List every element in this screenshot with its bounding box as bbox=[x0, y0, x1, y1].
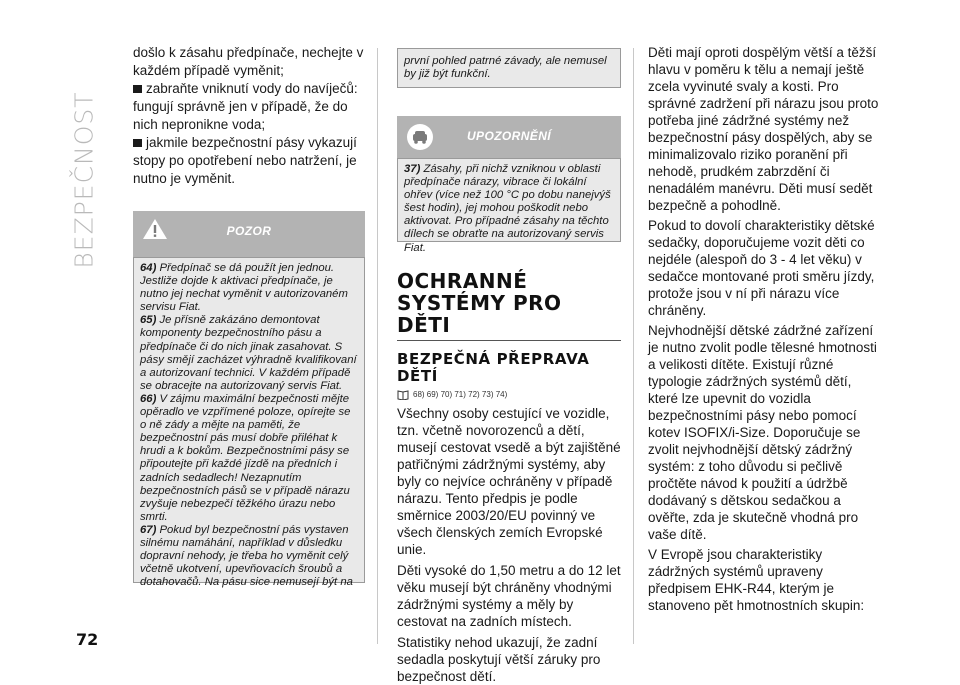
warning-box: 37) Zásahy, při nichž vzniknou v oblasti předpínače nárazy, vibrace či lokální ohřev (více než 100 °C po dobu nanejvýš šest hodin), jej mohou poškodit nebo aktivovat. Pro případné zásahy na těchto dílech se obraťte na autorizovaný servis Fiat. bbox=[397, 158, 621, 242]
paragraph: každém případě vyměnit; bbox=[133, 63, 284, 78]
heading-line: OCHRANNÉ bbox=[397, 269, 528, 293]
book-icon bbox=[397, 390, 409, 400]
bullet-item: jakmile bezpečnostní pásy vykazují bbox=[133, 134, 365, 151]
paragraph: stopy po opotřebení nebo natržení, je bbox=[133, 153, 357, 168]
caution-label: POZOR bbox=[226, 224, 272, 238]
caution-note: 66) V zájmu maximální bezpečnosti mějte opěradlo ve vzpřímené poloze, opírejte se o ně zády a mějte na paměti, že bezpečnostní pás musí dobře přiléhat k hrudi a k bokům. Bezpečnostními pásy se připoutejte při každé jízdě na předních i zadních sedadlech! Nezapnutím bezpečnostních pásů se v případě nárazu zvyšuje nebezpečí těžkého úrazu nebo smrti. bbox=[140, 392, 351, 523]
caution-note: 67) Pokud byl bezpečnostní pás vystaven silnému namáhání, například v důsledku dopravní nehody, je třeba ho vyměnit celý včetně ukotvení, upevňovacích šroubů a dotahovačů. Na pásu sice nemusejí být na bbox=[140, 523, 353, 589]
column-1 bbox=[133, 44, 365, 589]
section-title: BEZPEČNOST bbox=[69, 91, 99, 269]
paragraph: nich nepronikne voda; bbox=[133, 117, 266, 132]
caution-header bbox=[133, 211, 365, 257]
paragraph: fungují správně jen v případě, že do bbox=[133, 99, 348, 114]
paragraph: Děti mají oproti dospělým větší a těžší hlavu v poměru k tělu a nemají ještě zcela vyvinuté svaly a kosti. Pro správné zadržení při nárazu jsou proto potřeba jiné zádržné systémy než bezpečnostní pásy dospělých, aby se minimalizovalo riziko poranění při nehodě, prudkém zabrzdění či nenadálém manévru. Děti musí sedět bezpečně a pohodlně. bbox=[648, 45, 879, 213]
bullet-item: zabraňte vniknutí vody do navíječů: bbox=[133, 80, 365, 97]
note-references: 68) 69) 70) 71) 72) 73) 74) bbox=[397, 389, 621, 401]
paragraph: Statistiky nehod ukazují, že zadní sedadla poskytují větší záruky pro bezpečnost dětí. bbox=[397, 635, 601, 684]
subheading-line: BEZPEČNÁ PŘEPRAVA bbox=[397, 350, 590, 368]
heading-line: SYSTÉMY PRO DĚTI bbox=[397, 291, 562, 337]
column-3 bbox=[648, 44, 884, 614]
paragraph: V Evropě jsou charakteristiky zádržných systémů upraveny předpisem EHK-R44, kterým je stanoveno pět hmotnostních skupin: bbox=[648, 547, 865, 613]
paragraph: došlo k zásahu předpínače, nechejte v bbox=[133, 45, 364, 60]
warning-label: UPOZORNĚNÍ bbox=[466, 129, 551, 143]
paragraph: Nejvhodnější dětské zádržné zařízení je nutno zvolit podle tělesné hmotnosti a velikosti dítěte. Existují různé typologie zádržných systémů dětí, které lze upevnit do vozidla bezpečnostními pásy nebo pomocí kotev ISOFIX/i-Size. Doporučuje se zvolit nejvhodnější dětský zádržný systém: z toho důvodu si pečlivě pročtěte návod k použití a údržbě dodávaný s dětskou sedačkou a ověřte, zda je skutečně vhodná pro vaše dítě. bbox=[648, 323, 877, 542]
paragraph: nutno je vyměnit. bbox=[133, 171, 236, 186]
paragraph: Pokud to dovolí charakteristiky dětské sedačky, doporučujeme vozit děti co nejdéle (alespoň do 3 - 4 let věku) v sedačce montované proti směru jízdy, protože jsou v ní při nárazu více chráněny. bbox=[648, 218, 875, 318]
caution-note: 65) Je přísně zakázáno demontovat komponenty bezpečnostního pásu a předpínače či do nich jinak zasahovat. S pásy smějí zacházet výhradně kvalifikovaní a autorizovaní technici. V každém případě se obracejte na autorizovaný servis Fiat. bbox=[140, 314, 357, 392]
paragraph: Děti vysoké do 1,50 metru a do 12 let věku musejí být chráněny vhodnými zádržnými systémy a měly by cestovat na zadních místech. bbox=[397, 563, 621, 629]
caution-box bbox=[133, 257, 365, 589]
column-divider bbox=[633, 48, 634, 644]
paragraph: Všechny osoby cestující ve vozidle, tzn. včetně novorozenců a dětí, musejí cestovat vsedě a být zajištěné patřičnými zádržnými systémy, aby byly co nejvíce ochráněny v případě nárazu. Tento předpis je podle směrnice 2003/20/EU povinný ve všech členských zemích Evropské unie. bbox=[397, 406, 621, 557]
caution-note: 64) Předpínač se dá použít jen jednou. Jestliže dojde k aktivaci předpínače, je nutno jej nechat vyměnit v autorizovaném servisu Fiat. bbox=[140, 262, 348, 314]
subheading-line: DĚTÍ bbox=[397, 367, 438, 385]
caution-continued: první pohled patrné závady, ale nemusel by již být funkční. bbox=[397, 48, 621, 88]
column-2 bbox=[389, 48, 621, 685]
page-number: 72 bbox=[76, 630, 99, 649]
warning-header bbox=[397, 116, 621, 158]
subheading-safe-transport bbox=[397, 351, 621, 385]
column-divider bbox=[377, 48, 378, 644]
heading-child-restraints bbox=[397, 270, 621, 341]
